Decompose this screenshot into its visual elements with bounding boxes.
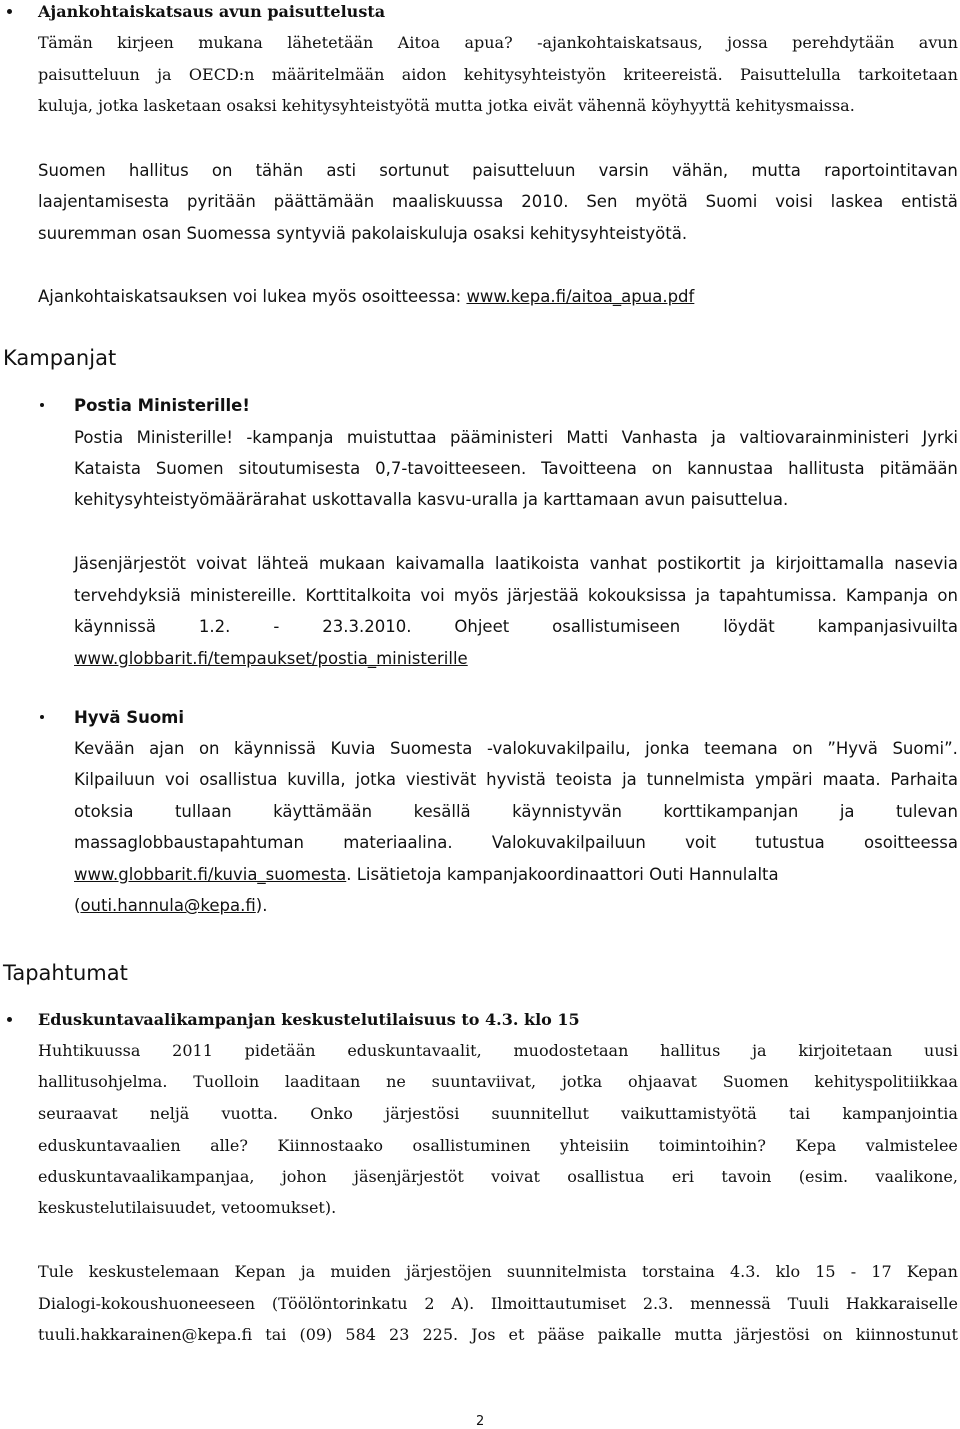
word: pääministeri: [450, 428, 553, 447]
word: mutta: [751, 161, 801, 180]
word: 2010.: [521, 192, 569, 211]
word: kannustaa: [687, 459, 774, 478]
word: määritelmään: [271, 65, 385, 84]
word: hyvistä: [486, 770, 546, 789]
paragraph-line: [74, 864, 958, 886]
word: pyritään: [187, 192, 256, 211]
paragraph-line: [74, 458, 958, 480]
word: maaliskuussa: [392, 192, 504, 211]
word: on: [822, 1325, 843, 1344]
word: uusi: [924, 1041, 958, 1060]
word: Ministerille!: [136, 428, 233, 447]
word: ajan: [149, 739, 185, 758]
paragraph-line: [38, 1261, 958, 1283]
word: osallistumiseen: [552, 617, 681, 636]
word: eduskuntavaalit,: [347, 1041, 482, 1060]
word: materiaalina.: [343, 833, 453, 852]
word: on: [792, 739, 813, 758]
word: kesällä: [413, 802, 471, 821]
word: osallistuminen: [412, 1136, 531, 1155]
word: tullaan: [174, 802, 232, 821]
word: lähteä: [256, 554, 309, 573]
word: pitämään: [879, 459, 958, 478]
word: teoista: [555, 770, 613, 789]
word: laskea: [830, 192, 884, 211]
paragraph-line: [38, 1135, 958, 1157]
word: -: [850, 1262, 857, 1281]
word: kaivamalla: [395, 554, 485, 573]
word: kirjeen: [117, 33, 174, 52]
paragraph-line: suuremman osan Suomessa syntyviä pakolaiskuluja osaksi kehitysyhteistyötä.: [38, 224, 688, 243]
paragraph-line: [74, 801, 958, 823]
kuvia-suomesta-link[interactable]: www.globbarit.fi/kuvia_suomesta: [74, 865, 347, 884]
word: -kampanja: [246, 428, 334, 447]
word: et: [508, 1325, 525, 1344]
heading-tapahtumat: Tapahtumat: [3, 961, 128, 985]
word: Suomen: [38, 161, 106, 180]
word: ja: [300, 1262, 316, 1281]
paragraph-line: [74, 427, 958, 449]
word: Suomi: [705, 192, 758, 211]
word: pidetään: [244, 1041, 316, 1060]
word: Suomesta: [389, 739, 473, 758]
word: ”Hyvä: [827, 739, 878, 758]
word: Suomen: [722, 1072, 789, 1091]
word: kokouksissa: [587, 586, 687, 605]
paragraph-line: [38, 1293, 958, 1315]
paragraph-line: [38, 286, 694, 308]
paragraph-line: keskustelutilaisuudet, vetoomukset).: [38, 1198, 337, 1217]
word: 225.: [422, 1325, 459, 1344]
bullet: [40, 715, 44, 719]
word: lähetetään: [287, 33, 374, 52]
word: tulevan: [895, 802, 958, 821]
word: varsin: [598, 161, 649, 180]
word: avun: [918, 33, 958, 52]
word: järjestösi: [735, 1325, 810, 1344]
paragraph-line: [74, 832, 958, 854]
word: käynnistyvän: [512, 802, 622, 821]
word: eri: [671, 1167, 695, 1186]
kepa-pdf-link[interactable]: www.kepa.fi/aitoa_apua.pdf: [466, 287, 695, 306]
word: Huhtikuussa: [38, 1041, 141, 1060]
word: on: [198, 739, 220, 758]
word: voivat: [196, 554, 247, 573]
word: myötä: [635, 192, 688, 211]
word: toimintoihin?: [658, 1136, 766, 1155]
word: käynnissä: [234, 739, 316, 758]
word: päättämään: [273, 192, 375, 211]
word: asti: [326, 161, 357, 180]
word: Matti: [566, 428, 609, 447]
campaign-title: Postia Ministerille!: [74, 396, 250, 415]
word: vähän,: [672, 161, 729, 180]
word: Jyrki: [922, 428, 958, 447]
word: käynnissä: [74, 617, 156, 636]
word: ja: [711, 428, 726, 447]
word: muistuttaa: [346, 428, 437, 447]
word: neljä: [149, 1104, 190, 1123]
paragraph-line: [38, 64, 958, 86]
paragraph-line: [74, 895, 267, 917]
word: 15: [815, 1262, 836, 1281]
word: ja: [157, 65, 172, 84]
word: kehitysyhteistyön: [463, 65, 607, 84]
word: paisutteluun: [472, 161, 576, 180]
word: (Töölöntorinkatu: [271, 1294, 408, 1313]
word: jossa: [727, 33, 768, 52]
word: tähän: [255, 161, 304, 180]
word: mutta: [674, 1325, 723, 1344]
word: tai: [789, 1104, 811, 1123]
word: jotka: [561, 1072, 603, 1091]
bullet: [40, 403, 44, 407]
word: 2011: [172, 1041, 213, 1060]
word: Kepa: [795, 1136, 837, 1155]
word: Korttitalkoita: [305, 586, 412, 605]
word: klo: [775, 1262, 801, 1281]
word: on: [211, 161, 233, 180]
word: hallitusohjelma.: [38, 1072, 168, 1091]
paragraph-line: [74, 616, 958, 638]
word: sortunut: [379, 161, 450, 180]
paragraph-line: [74, 585, 958, 607]
text-segment: . Lisätietoja kampanjakoordinaattori Outi Hannulalta: [346, 865, 779, 884]
word: järjestösi: [385, 1104, 460, 1123]
word: on: [937, 586, 958, 605]
word: 2: [424, 1294, 435, 1313]
word: 2.3.: [642, 1294, 674, 1313]
word: OECD:n: [188, 65, 255, 84]
word: Kilpailuun: [74, 770, 156, 789]
word: voi: [420, 586, 445, 605]
paragraph-line: [38, 1324, 958, 1346]
heading-kampanjat: Kampanjat: [3, 346, 117, 370]
word: jäsenjärjestöt: [354, 1167, 464, 1186]
word: kirjoittamalla: [775, 554, 885, 573]
word: Kuvia: [330, 739, 376, 758]
word: paikalle: [597, 1325, 662, 1344]
word: Suomen: [155, 459, 224, 478]
word: ympäri: [754, 770, 813, 789]
word: alle?: [210, 1136, 248, 1155]
word: suunnitelmista: [506, 1262, 627, 1281]
paragraph-line: [38, 1071, 958, 1093]
paragraph-line: [74, 738, 958, 760]
word: sitoutumisesta: [238, 459, 361, 478]
word: Aitoa: [397, 33, 441, 52]
paragraph-line: [38, 191, 958, 213]
word: mennessä: [690, 1294, 771, 1313]
word: valtiovarainministeri: [739, 428, 910, 447]
word: laaditaan: [284, 1072, 361, 1091]
word: kehityspolitiikkaa: [814, 1072, 958, 1091]
word: järjestöjen: [406, 1262, 492, 1281]
word: -valokuvakilpailu,: [486, 739, 631, 758]
word: Kepan: [234, 1262, 286, 1281]
paragraph-line: [74, 648, 468, 670]
word: Kampanja: [845, 586, 929, 605]
word: nasevia: [894, 554, 958, 573]
word: tarkoitetaan: [858, 65, 958, 84]
word: ja: [750, 554, 766, 573]
word: keskustelemaan: [88, 1262, 220, 1281]
word: massaglobbaustapahtuman: [74, 833, 304, 852]
word: A).: [451, 1294, 475, 1313]
word: yhteisiin: [560, 1136, 630, 1155]
word: tervehdyksiä: [74, 586, 181, 605]
word: kampanjointia: [842, 1104, 958, 1123]
word: osoitteessa: [864, 833, 958, 852]
word: valmistelee: [865, 1136, 958, 1155]
word: osallistua: [199, 770, 278, 789]
paragraph-line: kehitysyhteistyömäärärahat uskottavalla kasvu-uralla ja karttamaan avun paisuttelua.: [74, 490, 789, 509]
word: kriteereistä.: [623, 65, 723, 84]
page-number: 2: [476, 1414, 485, 1429]
word: maata.: [822, 770, 881, 789]
postia-ministerille-link[interactable]: www.globbarit.fi/tempaukset/postia_ministerille: [74, 649, 468, 668]
word: suunnitellut: [491, 1104, 589, 1123]
word: käyttämään: [273, 802, 373, 821]
word: muodostetaan: [513, 1041, 629, 1060]
word: eduskuntavaalien: [38, 1136, 181, 1155]
word: viestivät: [405, 770, 477, 789]
word: myös: [453, 586, 499, 605]
word: 23.3.2010.: [322, 617, 412, 636]
word: ministereille.: [189, 586, 297, 605]
word: hallitus: [128, 161, 189, 180]
word: ja: [752, 1041, 767, 1060]
word: Valokuvakilpailuun: [491, 833, 646, 852]
word: apua?: [464, 33, 513, 52]
word: 4.3.: [729, 1262, 761, 1281]
word: voisi: [775, 192, 813, 211]
word: -: [273, 617, 280, 636]
bullet: [7, 1017, 12, 1022]
word: entistä: [901, 192, 958, 211]
word: Kataista: [74, 459, 141, 478]
word: tunnelmista: [646, 770, 746, 789]
word: Parhaita: [890, 770, 958, 789]
word: seuraavat: [38, 1104, 118, 1123]
word: Paisuttelulla: [740, 65, 841, 84]
word: Jäsenjärjestöt: [74, 554, 187, 573]
section-title: Ajankohtaiskatsaus avun paisuttelusta: [38, 2, 386, 21]
link-prefix: Ajankohtaiskatsauksen voi lukea myös osoitteessa:: [38, 287, 467, 306]
word: tapahtumissa.: [719, 586, 837, 605]
word: 23: [389, 1325, 410, 1344]
word: Onko: [310, 1104, 353, 1123]
text-segment: (: [74, 896, 81, 915]
word: Dialogi-kokoushuoneeseen: [38, 1294, 256, 1313]
word: mukaan: [318, 554, 386, 573]
word: vaikuttamistyötä: [621, 1104, 757, 1123]
paragraph-line: [38, 32, 958, 54]
word: ja: [622, 770, 637, 789]
word: tutustua: [755, 833, 825, 852]
word: mukana: [198, 33, 263, 52]
word: Kepan: [906, 1262, 958, 1281]
word: korttikampanjan: [663, 802, 799, 821]
word: jotka: [355, 770, 397, 789]
word: jonka: [645, 739, 690, 758]
word: kampanjasivuilta: [817, 617, 958, 636]
paragraph-line: [74, 553, 958, 575]
word: on: [651, 459, 673, 478]
word: 1.2.: [198, 617, 231, 636]
word: vuotta.: [221, 1104, 278, 1123]
word: eduskuntavaalikampanjaa,: [38, 1167, 255, 1186]
word: vaalikone,: [875, 1167, 958, 1186]
word: hallitus: [660, 1041, 721, 1060]
word: paisutteluun: [38, 65, 140, 84]
word: Ilmoittautumiset: [490, 1294, 627, 1313]
word: ja: [839, 802, 855, 821]
word: Kiinnostaako: [277, 1136, 383, 1155]
word: osallistua: [567, 1167, 645, 1186]
paragraph-line: [38, 1103, 958, 1125]
campaign-title: Hyvä Suomi: [74, 708, 185, 727]
word: kiinnostunut: [855, 1325, 958, 1344]
word: -ajankohtaiskatsaus,: [537, 33, 703, 52]
word: suuntaviivat,: [431, 1072, 537, 1091]
word: voit: [685, 833, 717, 852]
word: Hakkaraiselle: [845, 1294, 958, 1313]
word: perehdytään: [792, 33, 895, 52]
word: Tuolloin: [193, 1072, 260, 1091]
word: järjestää: [507, 586, 579, 605]
word: muiden: [330, 1262, 391, 1281]
word: Postia: [74, 428, 124, 447]
paragraph-line: [38, 160, 958, 182]
word: hallitusta: [788, 459, 865, 478]
paragraph-line: [74, 769, 958, 791]
word: (09): [299, 1325, 333, 1344]
word: ja: [695, 586, 711, 605]
word: laajentamisesta: [38, 192, 170, 211]
word: kirjoitetaan: [798, 1041, 893, 1060]
bullet: [7, 9, 12, 14]
word: ne: [386, 1072, 406, 1091]
word: Tuuli: [787, 1294, 830, 1313]
word: Tule: [38, 1262, 74, 1281]
paragraph-line: [38, 1166, 958, 1188]
word: 584: [345, 1325, 376, 1344]
word: voi: [164, 770, 190, 789]
word: laatikoista: [494, 554, 580, 573]
paragraph-line: kuluja, jotka lasketaan osaksi kehitysyhteistyötä mutta jotka eivät vähennä köyhyyttä kehitysmaissa.: [38, 96, 855, 115]
word: Suomi”.: [892, 739, 958, 758]
word: vanhat: [589, 554, 647, 573]
paragraph-line: [38, 1040, 958, 1062]
word: 0,7-tavoitteeseen.: [375, 459, 527, 478]
word: Jos: [471, 1325, 496, 1344]
word: Vanhasta: [621, 428, 698, 447]
word: tavoin: [721, 1167, 772, 1186]
word: Sen: [586, 192, 618, 211]
word: ohjaavat: [628, 1072, 697, 1091]
word: pääse: [537, 1325, 585, 1344]
word: 17: [871, 1262, 892, 1281]
word: teemana: [704, 739, 778, 758]
word: raportointitavan: [824, 161, 958, 180]
word: löydät: [723, 617, 775, 636]
word: aidon: [401, 65, 447, 84]
word: Tämän: [38, 33, 93, 52]
word: Ohjeet: [454, 617, 510, 636]
word: (esim.: [798, 1167, 849, 1186]
word: tuuli.hakkarainen@kepa.fi: [38, 1325, 253, 1344]
outi-email-link[interactable]: outi.hannula@kepa.fi: [80, 896, 256, 915]
word: johon: [281, 1167, 327, 1186]
word: otoksia: [74, 802, 134, 821]
word: torstaina: [641, 1262, 715, 1281]
word: tai: [265, 1325, 287, 1344]
word: kuvilla,: [287, 770, 346, 789]
word: postikortit: [657, 554, 741, 573]
word: voivat: [491, 1167, 540, 1186]
text-segment: ).: [255, 896, 268, 915]
event-title: Eduskuntavaalikampanjan keskustelutilaisuus to 4.3. klo 15: [38, 1010, 580, 1029]
word: Kevään: [74, 739, 135, 758]
word: Tavoitteena: [541, 459, 637, 478]
